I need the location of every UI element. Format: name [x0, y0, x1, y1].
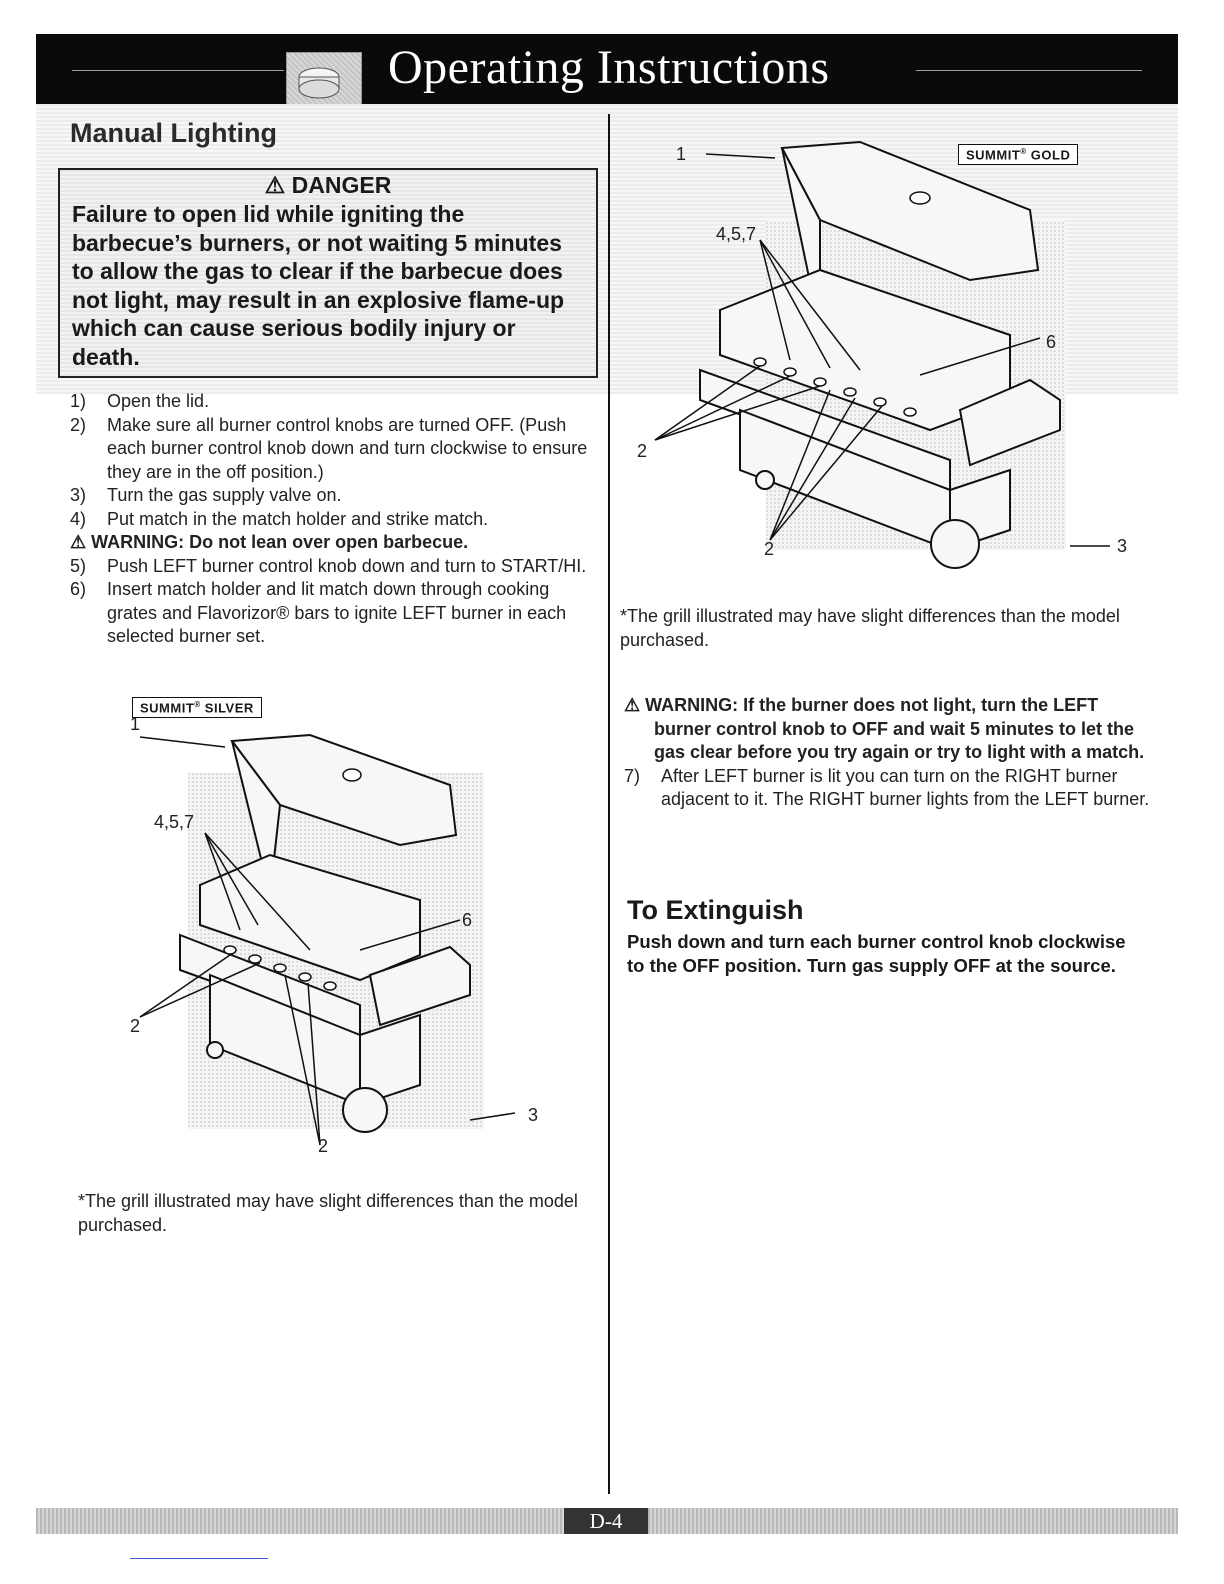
right-steps — [624, 694, 1154, 812]
callout-457-gold: 4,5,7 — [716, 224, 757, 244]
step-text: Make sure all burner control knobs are turned OFF. (Push each burner control knob down and turn clockwise to ensure they are in the off position.) — [107, 414, 588, 482]
page-title: Operating Instructions — [388, 41, 830, 94]
step-6 — [70, 578, 590, 649]
step-text: Put match in the match holder and strike match. — [107, 508, 489, 529]
step-number: 1) — [70, 391, 87, 411]
step-text: Turn the gas supply valve on. — [107, 485, 342, 505]
step-1 — [70, 390, 590, 414]
step-number: 3) — [70, 485, 87, 505]
grill-illustration-gold — [630, 130, 1170, 590]
step-2 — [70, 414, 590, 485]
danger-box — [58, 168, 598, 378]
model-sup: ® — [194, 700, 201, 709]
warning-burner: ⚠ WARNING: If the burner does not light, turn the LEFT burner control knob to OFF and wait 5 minutes to let the gas clear before you try again or try to light with a match. — [624, 695, 1145, 762]
step-number: 6) — [70, 579, 87, 599]
model-suffix: SILVER — [200, 700, 254, 716]
callout-457-silver: 4,5,7 — [154, 812, 195, 832]
extinguish-text: Push down and turn each burner control knob clockwise to the OFF position. Turn gas supply OFF at the source. — [627, 931, 1126, 976]
step-7 — [624, 765, 1154, 812]
header-rule-right — [916, 70, 1142, 71]
callout-3-silver: 3 — [528, 1105, 539, 1125]
grill-illustration-silver — [120, 725, 560, 1145]
model-name: SUMMIT — [140, 700, 195, 716]
callout-1-silver: 1 — [130, 714, 141, 734]
model-suffix: GOLD — [1026, 147, 1071, 163]
callout-2b-silver: 2 — [318, 1136, 329, 1156]
page-number: D-4 — [564, 1508, 648, 1534]
danger-title: ⚠ DANGER — [264, 172, 392, 198]
left-steps — [70, 390, 590, 649]
column-divider — [608, 114, 610, 1494]
callout-1-gold: 1 — [676, 144, 687, 164]
callout-2b-gold: 2 — [764, 539, 775, 559]
danger-text: Failure to open lid while igniting the barbecue’s burners, or not waiting 5 minutes to allow the gas to clear if the barbecue does not light, may result in an explosive flame-up which can cause serious bodily injury or death. — [72, 201, 565, 370]
callout-2a-silver: 2 — [130, 1016, 141, 1036]
callout-6-silver: 6 — [462, 910, 473, 930]
step-3 — [70, 484, 590, 508]
footnote-left: *The grill illustrated may have slight differences than the model purchased. — [78, 1191, 578, 1235]
extinguish-heading: To Extinguish — [627, 895, 804, 925]
footer-bar — [36, 1508, 1178, 1534]
callout-3-gold: 3 — [1117, 536, 1128, 556]
footnote-right: *The grill illustrated may have slight differences than the model purchased. — [620, 606, 1120, 650]
header-rule-left — [72, 70, 284, 71]
step-text: After LEFT burner is lit you can turn on the RIGHT burner adjacent to it. The RIGHT burner lights from the LEFT burner. — [661, 765, 1150, 809]
step-text: Insert match holder and lit match down through cooking grates and Flavorizor® bars to ignite LEFT burner in each selected burner set. — [107, 579, 567, 646]
step-text: Push LEFT burner control knob down and turn to START/HI. — [107, 555, 587, 576]
step-4 — [70, 508, 590, 532]
section-heading: Manual Lighting — [70, 118, 277, 148]
step-number: 5) — [70, 555, 87, 576]
step-number: 7) — [624, 765, 641, 786]
step-5 — [70, 555, 590, 579]
header-bar — [36, 34, 1178, 104]
model-label-silver — [132, 697, 262, 718]
bottom-rule — [130, 1558, 268, 1559]
step-number: 2) — [70, 414, 87, 435]
warning-lean: ⚠ WARNING: Do not lean over open barbecue. — [70, 532, 469, 552]
model-sup: ® — [1020, 147, 1027, 156]
model-name: SUMMIT — [966, 147, 1021, 163]
step-text: Open the lid. — [107, 391, 210, 411]
callout-2a-gold: 2 — [637, 441, 648, 461]
step-number: 4) — [70, 508, 87, 529]
callout-6-gold: 6 — [1046, 332, 1057, 352]
